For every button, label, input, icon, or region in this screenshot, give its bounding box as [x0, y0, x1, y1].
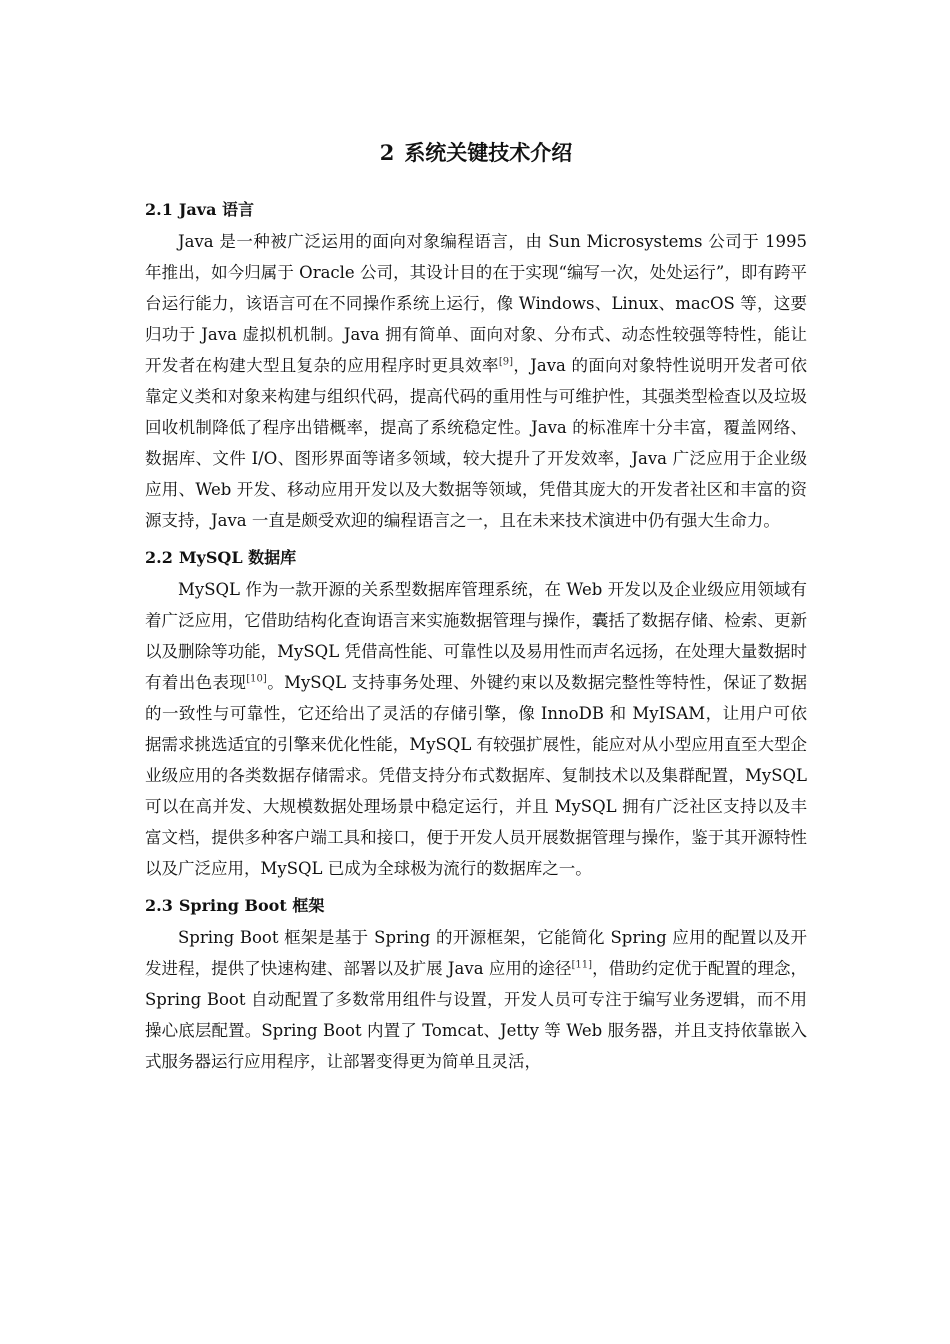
section-number: 2.3	[145, 896, 173, 915]
paragraph-text: 。MySQL 支持事务处理、外键约束以及数据完整性等特性，保证了数据的一致性与可靠性，它还给出了灵活的存储引擎，像 InnoDB 和 MyISAM，让用户可依据需求挑选适宜的引擎来优化性能，MySQL 有较强扩展性，能应对从小型应用直至大型企业级应用的各类数据存储需求。凭借支持分布式数据库、复制技术以及集群配置，MySQL 可以在高并发、大规模数据处理场景中稳定运行，并且 MySQL 拥有广泛社区支持以及丰富文档，提供多种客户端工具和接口，便于开发人员开展数据管理与操作，鉴于其开源特性以及广泛应用，MySQL 已成为全球极为流行的数据库之一。	[145, 673, 808, 878]
citation-ref: [11]	[571, 959, 593, 971]
citation-ref: [9]	[498, 356, 514, 368]
chapter-number: 2	[379, 140, 395, 165]
paragraph-text: Spring Boot 框架是基于 Spring 的开源框架，它能简化 Spring 应用的配置以及开发进程，提供了快速构建、部署以及扩展 Java 应用的途径	[145, 928, 807, 978]
section-title: MySQL 数据库	[178, 548, 297, 567]
section-heading-mysql	[145, 546, 807, 570]
paragraph-text: ，借助约定优于配置的理念，Spring Boot 自动配置了多数常用组件与设置，开发人员可专注于编写业务逻辑，而不用操心底层配置。Spring Boot 内置了 Tomcat、Jetty 等 Web 服务器，并且支持依靠嵌入式服务器运行应用程序，让部署变得更为简单且灵活，	[145, 959, 807, 1071]
paragraph-mysql	[145, 574, 807, 884]
chapter-title-text: 系统关键技术介绍	[404, 140, 573, 165]
paragraph-spring-boot	[145, 922, 807, 1077]
paragraph-java	[145, 226, 807, 536]
paragraph-text: ，Java 的面向对象特性说明开发者可依靠定义类和对象来构建与组织代码，提高代码的重用性与可维护性，其强类型检查以及垃圾回收机制降低了程序出错概率，提高了系统稳定性。Java 的标准库十分丰富，覆盖网络、数据库、文件 I/O、图形界面等诸多领域，较大提升了开发效率，Java 广泛应用于企业级应用、Web 开发、移动应用开发以及大数据等领域，凭借其庞大的开发者社区和丰富的资源支持，Java 一直是颇受欢迎的编程语言之一，且在未来技术演进中仍有强大生命力。	[145, 356, 808, 530]
section-number: 2.1	[145, 200, 173, 219]
section-title: Java 语言	[178, 200, 255, 219]
document-page	[145, 138, 807, 1087]
chapter-title	[145, 138, 807, 168]
section-number: 2.2	[145, 548, 173, 567]
section-heading-java	[145, 198, 807, 222]
section-title: Spring Boot 框架	[178, 896, 325, 915]
section-heading-spring-boot	[145, 894, 807, 918]
citation-ref: [10]	[246, 673, 267, 685]
paragraph-text: Java 是一种被广泛运用的面向对象编程语言，由 Sun Microsystems 公司于 1995 年推出，如今归属于 Oracle 公司，其设计目的在于实现“编写一次，处处运行”，即有跨平台运行能力，该语言可在不同操作系统上运行，像 Windows、Linux、macOS 等，这要归功于 Java 虚拟机机制。Java 拥有简单、面向对象、分布式、动态性较强等特性，能让开发者在构建大型且复杂的应用程序时更具效率	[145, 232, 807, 375]
paragraph-text: MySQL 作为一款开源的关系型数据库管理系统，在 Web 开发以及企业级应用领域有着广泛应用，它借助结构化查询语言来实施数据管理与操作，囊括了数据存储、检索、更新以及删除等功能，MySQL 凭借高性能、可靠性以及易用性而声名远扬，在处理大量数据时有着出色表现	[145, 580, 807, 692]
